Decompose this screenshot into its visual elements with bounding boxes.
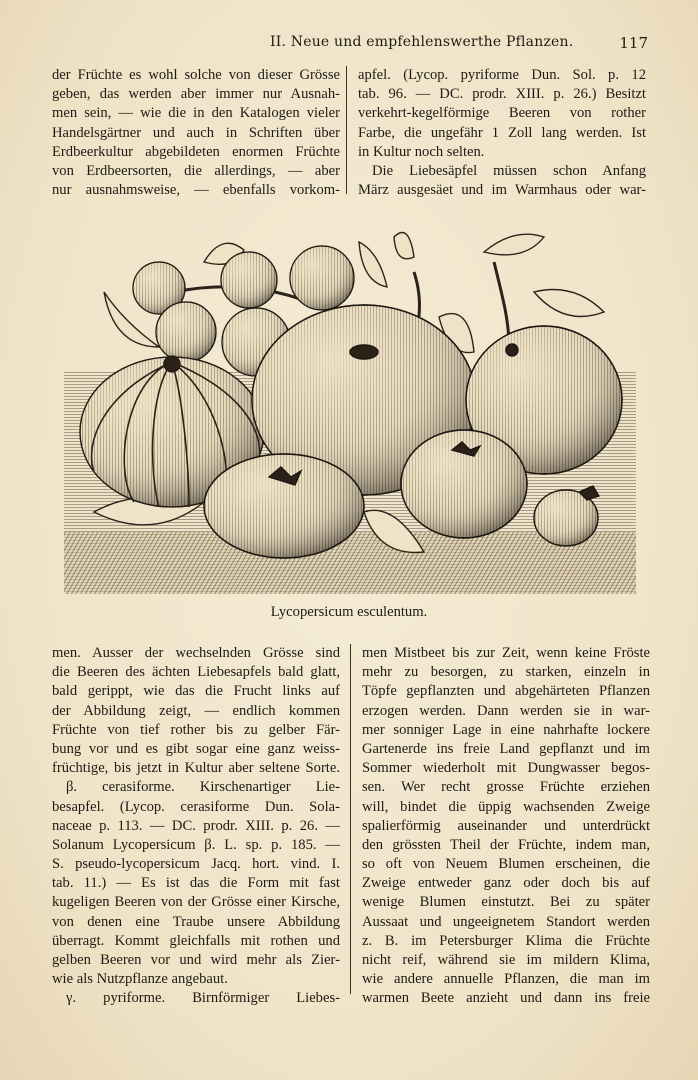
text-line: men. Ausser der wechselnden Grösse sind	[52, 645, 340, 661]
text-line: sen. Wer recht grosse Früchte erziehen	[362, 779, 650, 796]
text-line: erzogen werden. Dann werden sie in war-	[362, 702, 650, 719]
text-line: Solanum Lycopersicum β. L. sp. p. 185. —	[52, 836, 340, 853]
text-line: z. B. im Petersburger Klima die Früchte	[362, 932, 650, 949]
text-line: von Erdbeersorten, die allerdings, — aber	[52, 162, 340, 179]
column-divider	[350, 644, 351, 994]
text-line: die Beeren des ächten Liebesapfels bald glatt,	[52, 664, 340, 681]
text-line: Zweige entweder ganz oder doch bis auf	[362, 875, 650, 892]
text-column-bottom-left	[52, 644, 340, 1009]
text-line: wie als Nutzpflanze angebaut.	[52, 971, 228, 988]
text-line: Gartenerde ins freie Land gepflanzt und im	[362, 740, 650, 757]
text-line: naceae p. 113. — DC. prodr. XIII. p. 26. —	[52, 817, 340, 834]
text-line: Erdbeerkultur abgebildeten enormen Früchte	[52, 143, 340, 160]
text-line: Farbe, die ungefähr 1 Zoll lang werden. Ist	[358, 124, 646, 141]
text-line: spalierförmig auseinander und unterdrückt	[362, 817, 650, 834]
text-line: warmen Beete anzieht und dann ins freie	[362, 990, 650, 1007]
text-line: nicht reif, während sie im mildern Klima,	[362, 952, 650, 968]
running-head	[52, 34, 648, 56]
text-line: verkehrt-kegelförmige Beeren von rother	[358, 105, 646, 122]
text-line: der Früchte es wohl solche von dieser Grösse	[52, 67, 340, 83]
text-line: kugeligen Beeren von der Grösse einer Kirsche,	[52, 894, 340, 911]
text-line: Töpfe gepflanzten und abgehärteten Pflanzen	[362, 683, 650, 700]
tomato-engraving-illustration	[64, 222, 636, 594]
text-line: tab. 96. — DC. prodr. XIII. p. 26.) Besitzt	[358, 86, 646, 103]
text-line: früchtige, bis jetzt in Kultur aber seltene Sorte.	[52, 760, 340, 777]
running-title: II. Neue und empfehlenswerthe Pflanzen.	[270, 34, 574, 50]
text-line: besapfel. (Lycop. cerasiforme Dun. Sola-	[52, 798, 340, 815]
text-line: überragt. Kommt gleichfalls mit rothen und	[52, 932, 340, 949]
text-line: bald gerippt, wie das die Frucht links auf	[52, 683, 340, 700]
text-line: tab. 11.) — Es ist das die Form mit fast	[52, 875, 340, 892]
column-divider	[346, 66, 347, 194]
text-column-top-right	[358, 66, 646, 200]
text-line: Die Liebesäpfel müssen schon Anfang	[372, 162, 646, 179]
text-line: men sein, — wie die in den Katalogen vieler	[52, 105, 340, 122]
text-line: Sommer wiederholt mit Dungwasser begos-	[362, 760, 650, 777]
text-line: γ. pyriforme. Birnförmiger Liebes-	[66, 990, 340, 1007]
text-line: β. cerasiforme. Kirschenartiger Lie-	[66, 779, 340, 796]
text-line: der Abbildung zeigt, — endlich kommen	[52, 702, 340, 719]
text-line: wie andere annuelle Pflanzen, die man im	[362, 971, 650, 988]
page-number: 117	[619, 34, 648, 52]
text-column-top-left	[52, 66, 340, 200]
text-line: Früchte von tief rother bis zu gelber Fär-	[52, 721, 340, 738]
text-line: men Mistbeet bis zur Zeit, wenn keine Fröste	[362, 645, 650, 661]
figure-caption: Lycopersicum esculentum.	[270, 604, 428, 620]
text-line: apfel. (Lycop. pyriforme Dun. Sol. p. 12	[358, 67, 646, 83]
text-line: wenige Blumen einstutzt. Bei zu später	[362, 894, 650, 911]
text-line: geben, das werden aber immer nur Ausnah-	[52, 86, 340, 103]
text-line: S. pseudo-lycopersicum Jacq. hort. vind. I.	[52, 856, 340, 873]
text-line: mehr zu besorgen, zu starken, einzeln in	[362, 664, 650, 681]
text-line: von denen eine Traube unsere Abbildung	[52, 913, 340, 930]
text-line: in Kultur noch selten.	[358, 143, 485, 160]
text-column-bottom-right	[362, 644, 650, 1009]
text-line: März ausgesäet und im Warmhaus oder war-	[358, 182, 646, 199]
text-line: den grössten Theil der Früchte, indem man,	[362, 836, 650, 853]
text-line: gelben Beeren vor und wird mehr als Zier-	[52, 952, 340, 968]
text-line: nur ausnahmsweise, — ebenfalls vorkom-	[52, 182, 340, 199]
text-line: mer sonniger Lage in eine nahrhafte lockere	[362, 721, 650, 738]
text-line: so oft von Neuem Blumen erscheinen, die	[362, 856, 650, 873]
text-line: Handelsgärtner und auch in Schriften über	[52, 124, 340, 141]
text-line: bung vor und es gibt sogar eine ganz weiss-	[52, 740, 340, 757]
text-line: Aussaat und ungeeignetem Standort werden	[362, 913, 650, 930]
text-line: will, bindet die üppig wachsenden Zweige	[362, 798, 650, 815]
